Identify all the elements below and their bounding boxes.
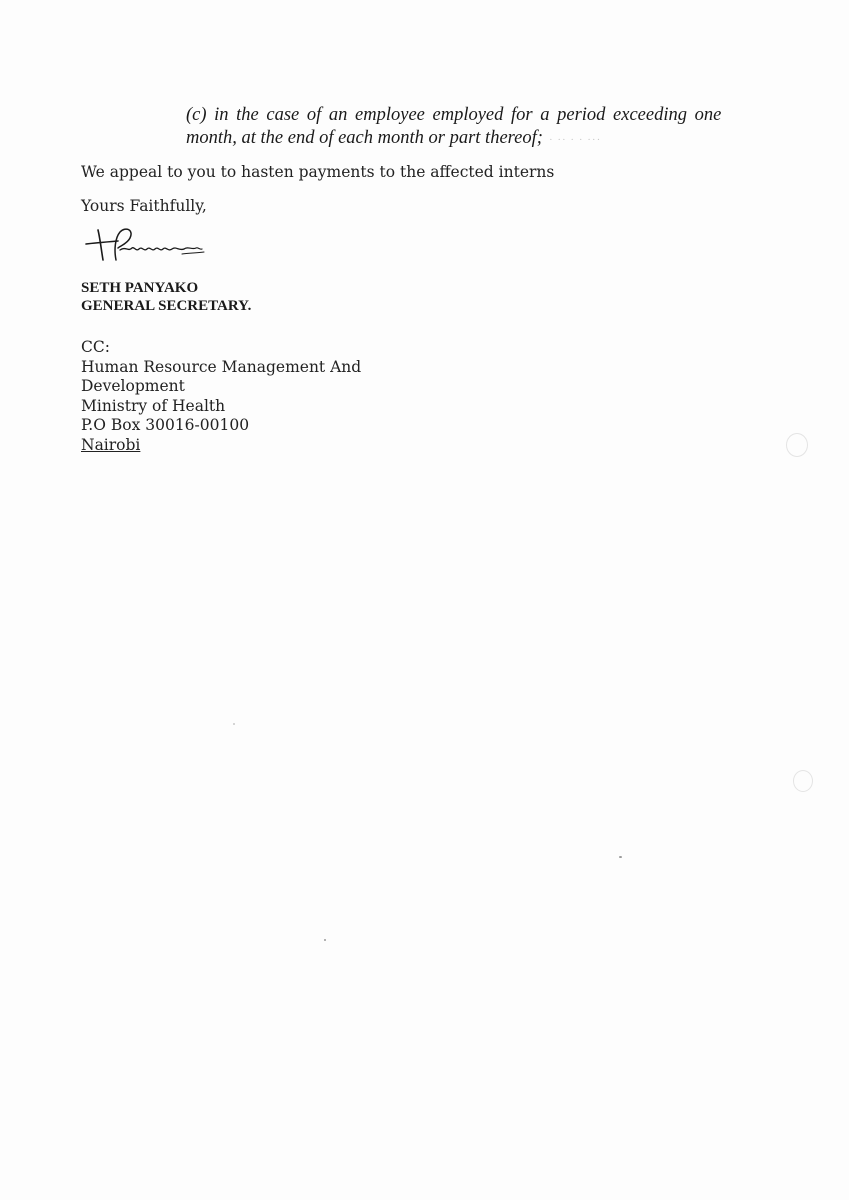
signatory-block (81, 279, 251, 315)
appeal-paragraph: We appeal to you to hasten payments to the affected interns (81, 163, 555, 181)
closing-salutation: Yours Faithfully, (81, 197, 207, 215)
cc-line: Human Resource Management And (81, 357, 362, 376)
cc-city: Nairobi (81, 435, 141, 454)
scan-artifact (786, 433, 808, 457)
quoted-clause (186, 104, 756, 152)
scan-artifact (233, 723, 235, 725)
cc-line: Development (81, 377, 185, 395)
scan-artifact (793, 770, 813, 792)
faint-trail: · ·· · · ··· (548, 134, 602, 146)
cc-line: P.O Box 30016-00100 (81, 416, 250, 434)
scan-artifact (619, 856, 622, 858)
scan-artifact (324, 939, 326, 941)
cc-block (81, 338, 361, 455)
handwritten-signature (84, 224, 214, 264)
clause-line-2-text: month, at the end of each month or part thereof; (186, 128, 543, 148)
signatory-title: GENERAL SECRETARY. (81, 298, 252, 314)
clause-line-1: (c) in the case of an employee employed for a period exceeding one (186, 105, 722, 125)
cc-line: Ministry of Health (81, 396, 226, 415)
signatory-name: SETH PANYAKO (81, 280, 199, 296)
cc-label: CC: (81, 338, 110, 356)
clause-line-2 (186, 127, 756, 152)
